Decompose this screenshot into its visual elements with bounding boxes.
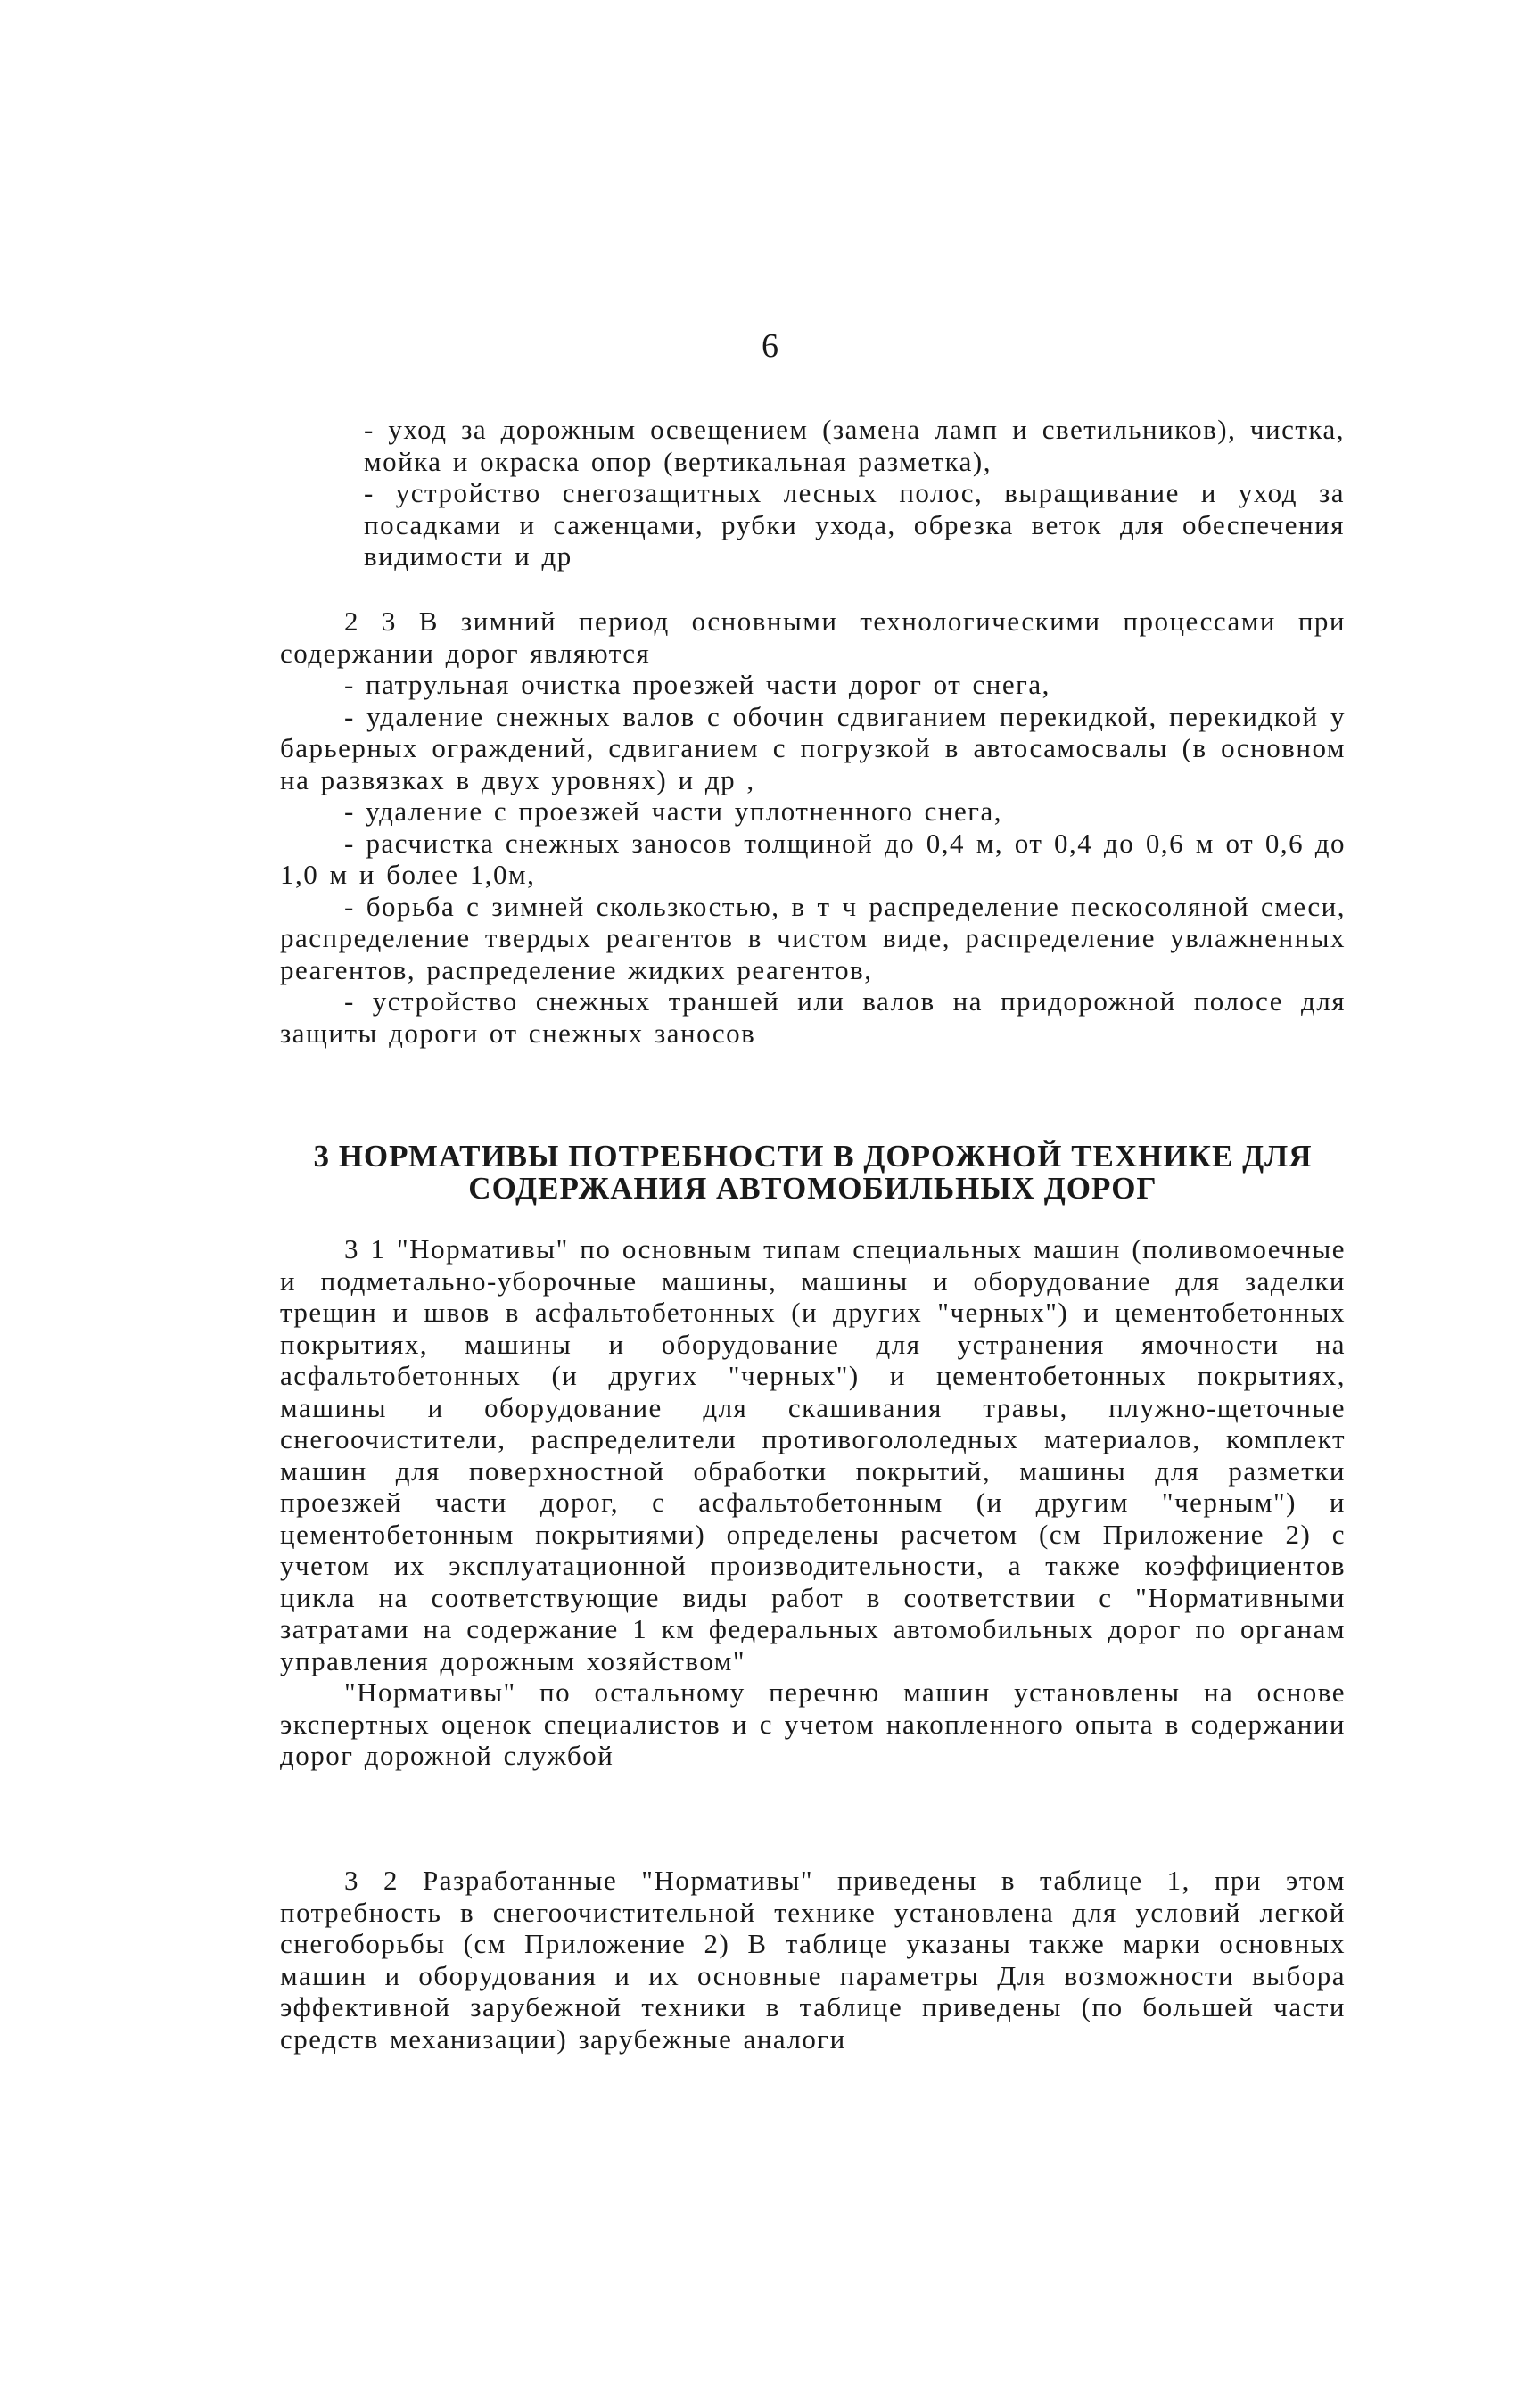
paragraph-3-1: 3 1 "Нормативы" по основным типам специальных машин (поливомоечные и подметально-уборочные машины, машины и оборудование для заделки трещин и швов в асфальтобетонных (и других "черных") и цементобетонных покрытиях, машины и оборудование для устранения ямочности на асфальтобетонных (и других "черных") и цементобетонных покрытиях, машины и оборудование для скашивания травы, плужно-щеточные снегоочистители, распределители противогололедных материалов, комплект машин для поверхностной обработки покрытий, машины для разметки проезжей части дорог, с асфальтобетонным (и другим "черным") и цементобетонным покрытиями) определены расчетом (см Приложение 2) с учетом их эксплуатационной производительности, а также коэффициентов цикла на соответствующие виды работ в соответствии с "Нормативными затратами на содержание 1 км федеральных автомобильных дорог по органам управления дорожным хозяйством" xyxy=(280,1233,1346,1676)
list-continuation xyxy=(364,414,1345,573)
section-3-1 xyxy=(280,1233,1346,1772)
list-item: - удаление с проезжей части уплотненного снега, xyxy=(344,795,1003,827)
list-item: - уход за дорожным освещением (замена ламп и светильников), чистка, мойка и окраска опор (вертикальная разметка), xyxy=(364,414,1345,477)
list-item: - патрульная очистка проезжей части дорог от снега, xyxy=(344,669,1050,700)
section-2-3-intro: 2 3 В зимний период основными технологическими процессами при содержании дорог являются xyxy=(280,605,1346,669)
heading-line: СОДЕРЖАНИЯ АВТОМОБИЛЬНЫХ ДОРОГ xyxy=(468,1171,1157,1206)
list-item: - расчистка снежных заносов толщиной до 0,4 м, от 0,4 до 0,6 м от 0,6 до 1,0 м и более 1,0м, xyxy=(280,827,1346,890)
section-3-2 xyxy=(280,1865,1346,2055)
page-number: 6 xyxy=(762,327,778,365)
section-3-heading xyxy=(280,1141,1346,1205)
section-2-3 xyxy=(280,605,1346,1049)
heading-line: 3 НОРМАТИВЫ ПОТРЕБНОСТИ В ДОРОЖНОЙ ТЕХНИКЕ ДЛЯ xyxy=(313,1139,1313,1174)
paragraph-3-2: 3 2 Разработанные "Нормативы" приведены в таблице 1, при этом потребность в снегоочистительной технике установлена для условий легкой снегоборьбы (см Приложение 2) В таблице указаны также марки основных машин и оборудования и их основные параметры Для возможности выбора эффективной зарубежной техники в таблице приведены (по большей части средств механизации) зарубежные аналоги xyxy=(280,1865,1346,2055)
list-item: - удаление снежных валов с обочин сдвиганием перекидкой, перекидкой у барьерных ограждений, сдвиганием с погрузкой в автосамосвалы (в основном на развязках в двух уровнях) и др , xyxy=(280,700,1346,795)
list-item: - борьба с зимней скользкостью, в т ч распределение пескосоляной смеси, распределение твердых реагентов в чистом виде, распределение увлажненных реагентов, распределение жидких реагентов, xyxy=(280,890,1346,985)
list-item: - устройство снегозащитных лесных полос, выращивание и уход за посадками и саженцами, рубки ухода, обрезка веток для обеспечения видимости и др xyxy=(364,477,1345,572)
paragraph-3-1-continued: "Нормативы" по остальному перечню машин установлены на основе экспертных оценок специалистов и с учетом накопленного опыта в содержании дорог дорожной службой xyxy=(280,1676,1346,1771)
list-item: - устройство снежных траншей или валов на придорожной полосе для защиты дороги от снежных заносов xyxy=(280,985,1346,1049)
